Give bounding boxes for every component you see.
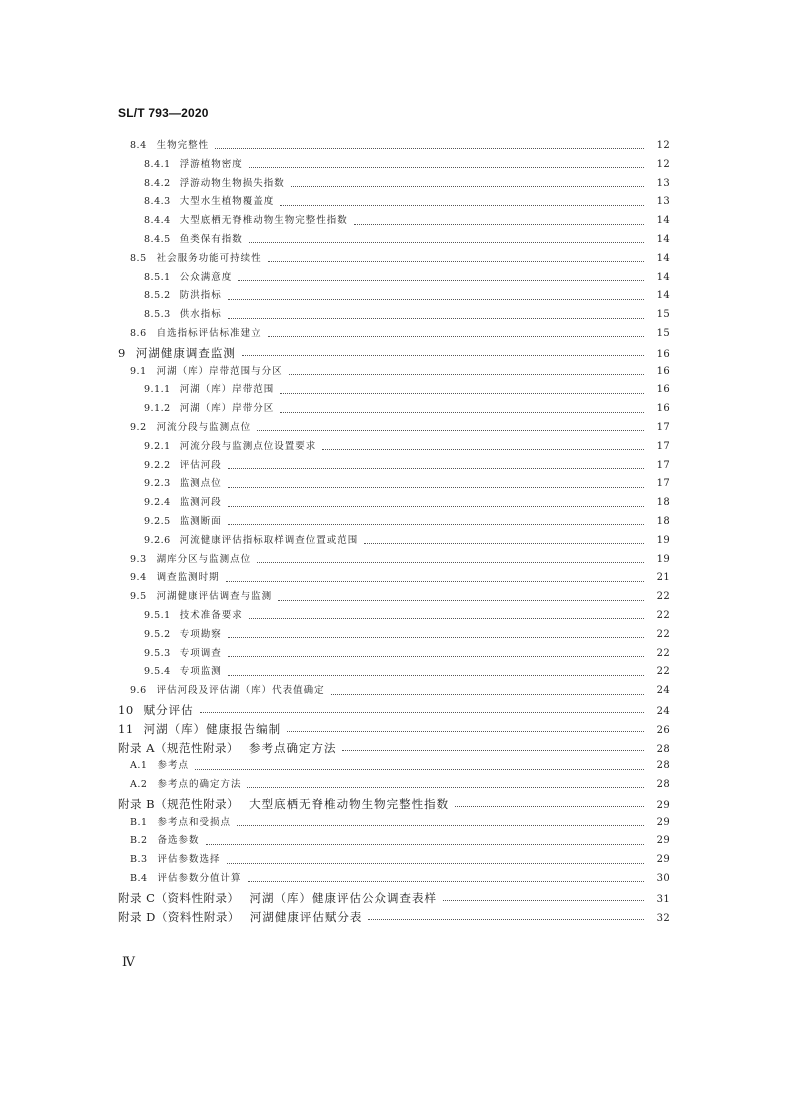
toc-entry-page: 14 xyxy=(656,252,670,264)
dot-leader xyxy=(228,674,644,676)
dot-leader xyxy=(215,147,644,149)
dot-leader xyxy=(228,505,644,507)
toc-entry-number: 8.4.2 xyxy=(144,177,171,189)
toc-entry-title: 河湖健康评估调查与监测 xyxy=(156,591,273,603)
toc-entry-number: 9.2.5 xyxy=(144,515,171,527)
toc-entry-number: A.2 xyxy=(130,779,148,791)
toc-entry[interactable] xyxy=(0,513,792,532)
dot-leader xyxy=(228,523,644,525)
toc-entry-page: 17 xyxy=(656,459,670,471)
toc-entry[interactable] xyxy=(0,137,792,156)
toc-entry[interactable] xyxy=(0,193,792,212)
toc-entry-number: 9.2.4 xyxy=(144,497,171,509)
toc-entry[interactable] xyxy=(0,814,792,833)
toc-entry-title: 调查监测时期 xyxy=(156,572,220,584)
toc-entry-title: 赋分评估 xyxy=(143,702,194,717)
toc-entry-number: B.1 xyxy=(130,816,148,828)
toc-entry-title: 河流健康评估指标取样调查位置或范围 xyxy=(179,534,359,546)
dot-leader xyxy=(200,711,644,713)
dot-leader xyxy=(242,354,644,356)
toc-entry-number: 8.5.3 xyxy=(144,309,171,321)
dot-leader xyxy=(354,223,644,225)
toc-entry-title: 评估河段及评估湖（库）代表值确定 xyxy=(156,685,325,697)
toc-entry-page: 16 xyxy=(656,348,670,360)
toc-entry-number: 8.5.2 xyxy=(144,290,171,302)
toc-entry[interactable] xyxy=(0,607,792,626)
toc-entry-title: 河流分段与监测点位 xyxy=(156,421,252,433)
toc-entry-number: 8.4.3 xyxy=(144,196,171,208)
toc-entry-page: 16 xyxy=(656,365,670,377)
dot-leader xyxy=(268,335,644,337)
dot-leader xyxy=(227,862,644,864)
toc-entry-title: 评估参数选择 xyxy=(157,854,221,866)
toc-entry-number: 9.2.3 xyxy=(144,478,171,490)
toc-entry-number: 8.6 xyxy=(130,327,147,339)
toc-entry-title: 河湖（库）岸带范围与分区 xyxy=(156,365,283,377)
toc-entry[interactable] xyxy=(0,720,792,739)
toc-entry[interactable] xyxy=(0,212,792,231)
toc-entry[interactable] xyxy=(0,269,792,288)
toc-entry[interactable] xyxy=(0,776,792,795)
toc-entry-number: 9 xyxy=(118,345,126,360)
toc-entry-title: 河湖（库）健康评估公众调查表样 xyxy=(249,890,437,905)
toc-entry-number: 9.4 xyxy=(130,572,147,584)
dot-leader xyxy=(238,279,644,281)
toc-entry-title: 供水指标 xyxy=(179,309,222,321)
dot-leader xyxy=(206,843,644,845)
toc-entry-number: 附录 D（资料性附录） xyxy=(118,909,240,924)
toc-entry-page: 18 xyxy=(656,497,670,509)
toc-entry[interactable] xyxy=(0,438,792,457)
toc-entry[interactable] xyxy=(0,494,792,513)
toc-entry-page: 22 xyxy=(656,591,670,603)
toc-entry-number: 11 xyxy=(118,721,134,736)
toc-entry-title: 参考点和受损点 xyxy=(157,816,232,828)
toc-entry-page: 24 xyxy=(656,685,670,697)
toc-entry[interactable] xyxy=(0,363,792,382)
toc-entry[interactable] xyxy=(0,588,792,607)
toc-entry-title: 河湖健康评估赋分表 xyxy=(249,909,363,924)
toc-entry-title: 专项监测 xyxy=(179,666,222,678)
toc-entry-number: 9.5.1 xyxy=(144,609,171,621)
toc-entry-title: 监测点位 xyxy=(179,478,222,490)
toc-entry-page: 15 xyxy=(656,327,670,339)
toc-entry-page: 16 xyxy=(656,384,670,396)
dot-leader xyxy=(257,561,644,563)
toc-entry-page: 19 xyxy=(656,534,670,546)
dot-leader xyxy=(280,411,644,413)
toc-entry-page: 12 xyxy=(656,158,670,170)
toc-entry[interactable] xyxy=(0,532,792,551)
toc-entry-page: 30 xyxy=(656,873,670,885)
toc-entry-page: 29 xyxy=(656,854,670,866)
toc-entry-title: 大型水生植物覆盖度 xyxy=(179,196,275,208)
toc-entry[interactable] xyxy=(0,306,792,325)
document-code-header: SL/T 793—2020 xyxy=(118,106,209,120)
toc-entry-title: 河湖健康调查监测 xyxy=(135,345,236,360)
toc-entry-page: 12 xyxy=(656,140,670,151)
dot-leader xyxy=(228,467,644,469)
toc-entry-number: B.3 xyxy=(130,854,148,866)
toc-entry-page: 19 xyxy=(656,553,670,565)
toc-entry-page: 17 xyxy=(656,421,670,433)
toc-entry-number: 9.6 xyxy=(130,685,147,697)
toc-entry-title: 参考点的确定方法 xyxy=(157,779,242,791)
toc-entry-title: 监测断面 xyxy=(179,515,222,527)
toc-entry-page: 21 xyxy=(656,572,670,584)
toc-entry[interactable] xyxy=(0,551,792,570)
toc-entry-page: 13 xyxy=(656,196,670,208)
toc-entry-title: 技术准备要求 xyxy=(179,609,243,621)
toc-entry-number: 9.1.1 xyxy=(144,384,171,396)
toc-entry-page: 22 xyxy=(656,628,670,640)
dot-leader xyxy=(249,166,644,168)
dot-leader xyxy=(443,899,644,901)
toc-entry-page: 31 xyxy=(656,893,670,905)
toc-entry-page: 13 xyxy=(656,177,670,189)
toc-entry-title: 浮游动物生物损失指数 xyxy=(179,177,285,189)
toc-entry-page: 14 xyxy=(656,233,670,245)
toc-entry[interactable] xyxy=(0,250,792,269)
dot-leader xyxy=(257,429,644,431)
dot-leader xyxy=(228,655,644,657)
toc-entry-number: 附录 C（资料性附录） xyxy=(118,890,240,905)
toc-entry-title: 自选指标评估标准建立 xyxy=(156,327,262,339)
toc-entry-page: 29 xyxy=(656,835,670,847)
toc-entry[interactable] xyxy=(0,287,792,306)
dot-leader xyxy=(268,260,644,262)
toc-entry[interactable] xyxy=(0,757,792,776)
dot-leader xyxy=(280,392,644,394)
dot-leader xyxy=(291,185,644,187)
toc-entry[interactable] xyxy=(0,231,792,250)
toc-entry-title: 湖库分区与监测点位 xyxy=(156,553,252,565)
toc-entry-page: 22 xyxy=(656,647,670,659)
toc-entry-number: 8.4 xyxy=(130,140,147,151)
toc-entry-number: 9.2.1 xyxy=(144,440,171,452)
toc-entry-number: 9.1 xyxy=(130,365,147,377)
dot-leader xyxy=(364,542,644,544)
dot-leader xyxy=(455,805,644,807)
toc-entry-title: 河湖（库）岸带范围 xyxy=(179,384,275,396)
table-of-contents xyxy=(0,137,792,926)
dot-leader xyxy=(287,730,644,732)
toc-entry-title: 河湖（库）岸带分区 xyxy=(179,403,275,415)
toc-entry-number: B.2 xyxy=(130,835,148,847)
toc-entry-page: 26 xyxy=(656,724,670,736)
toc-entry-number: 9.5 xyxy=(130,591,147,603)
dot-leader xyxy=(368,918,644,920)
toc-entry-page: 29 xyxy=(656,799,670,811)
toc-entry[interactable] xyxy=(0,908,792,927)
toc-entry-number: A.1 xyxy=(130,760,148,772)
toc-entry[interactable] xyxy=(0,739,792,758)
toc-entry[interactable] xyxy=(0,381,792,400)
toc-entry[interactable] xyxy=(0,569,792,588)
dot-leader xyxy=(226,580,644,582)
toc-entry-number: 8.4.4 xyxy=(144,215,171,227)
toc-entry[interactable] xyxy=(0,457,792,476)
dot-leader xyxy=(342,749,644,751)
dot-leader xyxy=(249,241,644,243)
toc-entry-page: 22 xyxy=(656,609,670,621)
toc-entry-title: 评估河段 xyxy=(179,459,222,471)
toc-entry-title: 大型底栖无脊椎动物生物完整性指数 xyxy=(179,215,348,227)
toc-entry-title: 参考点确定方法 xyxy=(248,740,337,755)
dot-leader xyxy=(289,373,644,375)
toc-entry-page: 14 xyxy=(656,271,670,283)
toc-entry-title: 生物完整性 xyxy=(156,140,210,151)
toc-entry-title: 备选参数 xyxy=(157,835,200,847)
toc-entry-number: 8.5 xyxy=(130,252,147,264)
toc-entry-page: 17 xyxy=(656,478,670,490)
page-number-roman: Ⅳ xyxy=(122,955,135,970)
dot-leader xyxy=(237,824,644,826)
toc-entry[interactable] xyxy=(0,325,792,344)
toc-entry-page: 28 xyxy=(656,779,670,791)
dot-leader xyxy=(322,448,644,450)
toc-entry-page: 29 xyxy=(656,816,670,828)
toc-entry-page: 16 xyxy=(656,403,670,415)
toc-entry[interactable] xyxy=(0,645,792,664)
toc-entry-title: 河流分段与监测点位设置要求 xyxy=(179,440,317,452)
toc-entry-page: 32 xyxy=(656,912,670,924)
toc-entry-title: 大型底栖无脊椎动物生物完整性指数 xyxy=(249,796,450,811)
dot-leader xyxy=(228,636,644,638)
toc-entry[interactable] xyxy=(0,870,792,889)
toc-entry-title: 社会服务功能可持续性 xyxy=(156,252,262,264)
toc-entry-number: B.4 xyxy=(130,873,148,885)
dot-leader xyxy=(228,298,644,300)
toc-entry-title: 浮游植物密度 xyxy=(179,158,243,170)
toc-entry[interactable] xyxy=(0,832,792,851)
dot-leader xyxy=(278,599,644,601)
toc-entry[interactable] xyxy=(0,682,792,701)
toc-entry-title: 防洪指标 xyxy=(179,290,222,302)
toc-entry[interactable] xyxy=(0,344,792,363)
toc-entry-title: 监测河段 xyxy=(179,497,222,509)
dot-leader xyxy=(280,204,644,206)
toc-entry-number: 8.4.5 xyxy=(144,233,171,245)
toc-entry-number: 8.4.1 xyxy=(144,158,171,170)
toc-entry-page: 18 xyxy=(656,515,670,527)
toc-entry[interactable] xyxy=(0,663,792,682)
toc-entry-number: 9.2 xyxy=(130,421,147,433)
toc-entry-page: 15 xyxy=(656,309,670,321)
toc-entry[interactable] xyxy=(0,701,792,720)
toc-entry-number: 9.5.2 xyxy=(144,628,171,640)
toc-entry[interactable] xyxy=(0,889,792,908)
toc-entry-page: 24 xyxy=(656,705,670,717)
toc-entry-page: 14 xyxy=(656,215,670,227)
dot-leader xyxy=(247,786,644,788)
toc-entry-page: 14 xyxy=(656,290,670,302)
toc-entry-title: 公众满意度 xyxy=(179,271,233,283)
toc-entry-number: 9.5.3 xyxy=(144,647,171,659)
dot-leader xyxy=(331,693,644,695)
toc-entry-number: 附录 A（规范性附录） xyxy=(118,740,239,755)
toc-entry-number: 9.5.4 xyxy=(144,666,171,678)
dot-leader xyxy=(228,317,644,319)
toc-entry-title: 评估参数分值计算 xyxy=(157,873,242,885)
toc-entry-number: 8.5.1 xyxy=(144,271,171,283)
dot-leader xyxy=(228,486,644,488)
toc-entry-title: 河湖（库）健康报告编制 xyxy=(143,721,282,736)
toc-entry-number: 9.3 xyxy=(130,553,147,565)
toc-entry-number: 9.2.6 xyxy=(144,534,171,546)
toc-entry-page: 17 xyxy=(656,440,670,452)
toc-entry-page: 28 xyxy=(656,743,670,755)
toc-entry-title: 专项勘察 xyxy=(179,628,222,640)
toc-entry[interactable] xyxy=(0,626,792,645)
toc-entry-title: 参考点 xyxy=(157,760,189,772)
toc-entry[interactable] xyxy=(0,175,792,194)
toc-entry-number: 10 xyxy=(118,702,134,717)
toc-entry[interactable] xyxy=(0,851,792,870)
toc-entry[interactable] xyxy=(0,475,792,494)
toc-entry-number: 附录 B（规范性附录） xyxy=(118,796,240,811)
dot-leader xyxy=(249,617,644,619)
toc-entry[interactable] xyxy=(0,400,792,419)
toc-entry-title: 专项调查 xyxy=(179,647,222,659)
toc-entry[interactable] xyxy=(0,795,792,814)
toc-entry-page: 22 xyxy=(656,666,670,678)
dot-leader xyxy=(248,880,644,882)
toc-entry-number: 9.2.2 xyxy=(144,459,171,471)
dot-leader xyxy=(195,768,644,770)
toc-entry[interactable] xyxy=(0,156,792,175)
toc-entry-number: 9.1.2 xyxy=(144,403,171,415)
toc-entry-title: 鱼类保有指数 xyxy=(179,233,243,245)
toc-entry-page: 28 xyxy=(656,760,670,772)
toc-entry[interactable] xyxy=(0,419,792,438)
